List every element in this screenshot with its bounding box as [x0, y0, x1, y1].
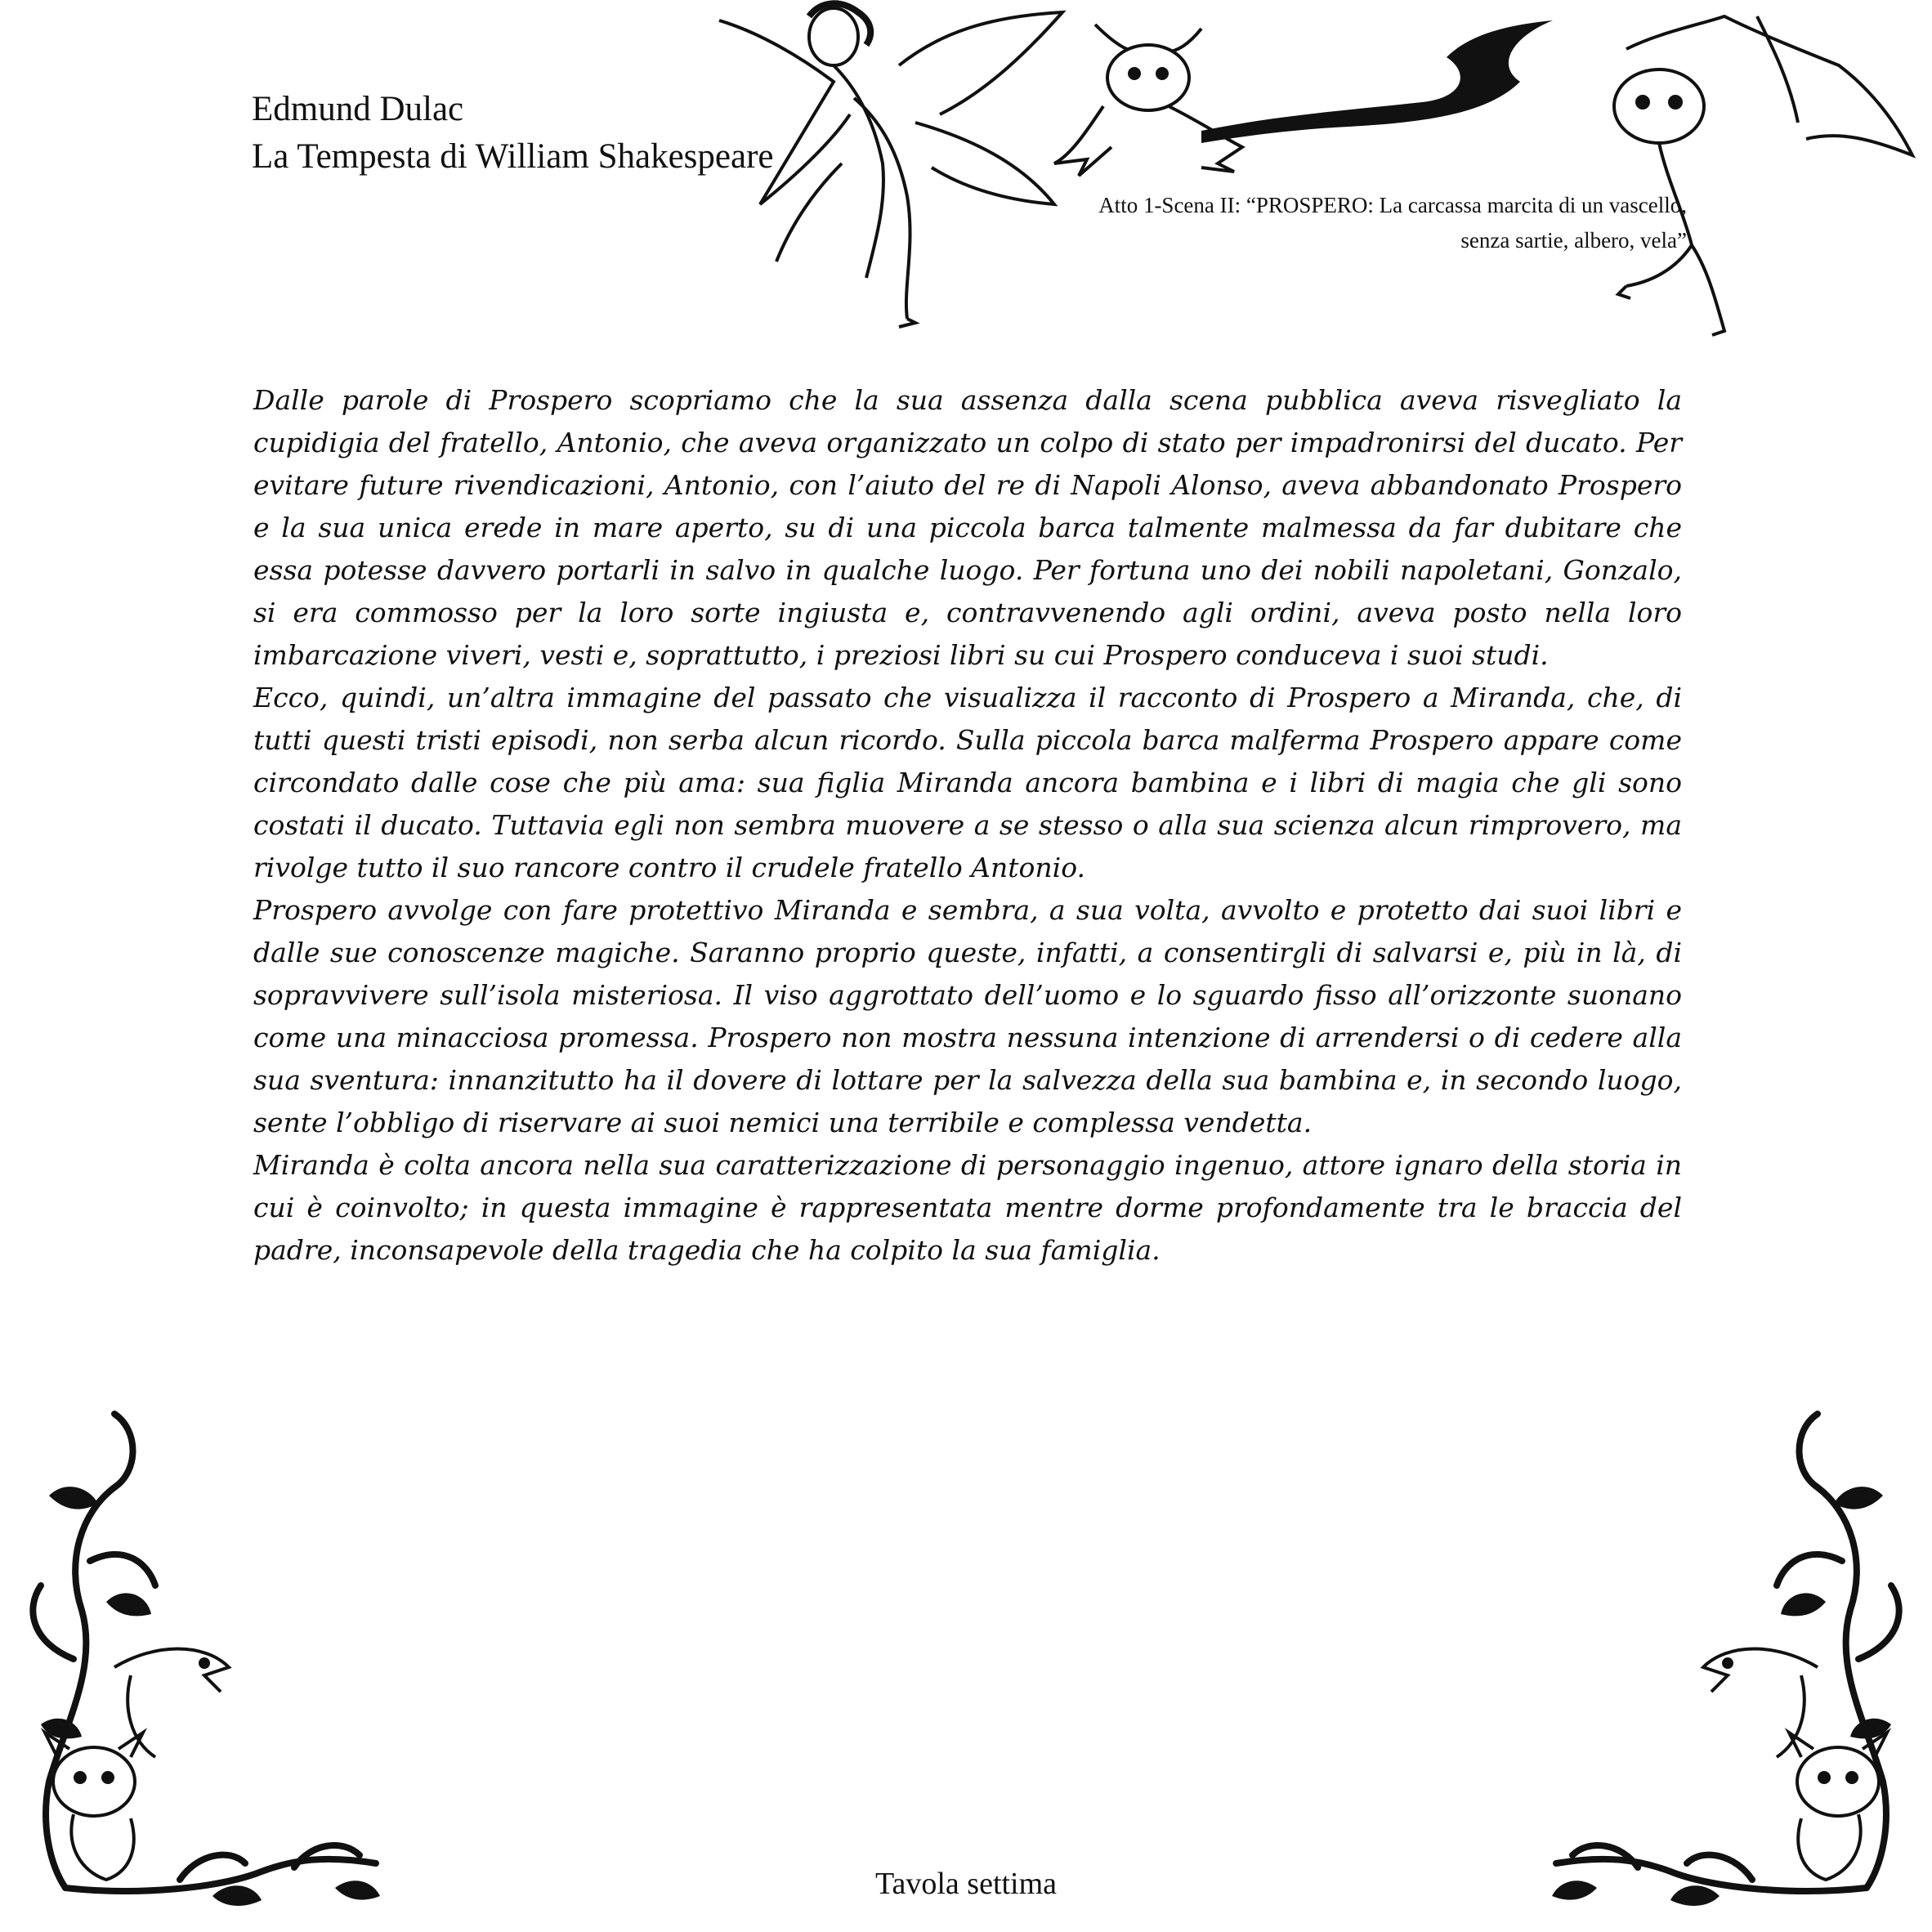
fairy-illustration — [719, 3, 1062, 327]
page-header — [252, 86, 775, 181]
body-text — [253, 379, 1682, 1272]
paragraph-3: Prospero avvolge con fare protettivo Miranda e sembra, a sua volta, avvolto e protetto dai suoi libri e dalle sue conoscenze magiche. Saranno proprio queste, infatti, a consentirgli di salvarsi e, più in là, di sopravvivere sull’isola misteriosa. Il viso aggrottato dell’uomo e lo sguardo fisso all’orizzonte suonano come una minacciosa promessa. Prospero non mostra nessuna intenzione di arrendersi o di cedere alla sua sventura: innanzitutto ha il dovere di lottare per la salvezza della sua bambina e, in secondo luogo, sente l’obbligo di riservare ai suoi nemici una terribile e complessa vendetta. — [253, 894, 1682, 1138]
paragraph-2: Ecco, quindi, un’altra immagine del passato che visualizza il racconto di Prospero a Miranda, che, di tutti questi tristi episodi, non serba alcun ricordo. Sulla piccola barca malferma Prospero appare come circondato dalle cose che più ama: sua figlia Miranda ancora bambina e i libri di magia che gli sono costati il ducato. Tuttavia egli non sembra muovere a se stesso o alla sua scienza alcun rimprovero, ma rivolge tutto il suo rancore contro il crudele fratello Antonio. — [253, 682, 1682, 883]
top-illustration — [711, 0, 1929, 343]
bat-creature-illustration — [1614, 16, 1912, 335]
bottom-left-ornament — [16, 1398, 384, 1921]
author-name: Edmund Dulac — [252, 90, 464, 128]
bottom-right-ornament — [1548, 1398, 1916, 1921]
plate-number: Tavola settima — [874, 1867, 1058, 1901]
tail-illustration — [1201, 20, 1553, 143]
paragraph-1: Dalle parole di Prospero scopriamo che la sua assenza dalla scena pubblica aveva risvegliato la cupidigia del fratello, Antonio, che aveva organizzato un colpo di stato per impadronirsi del ducato. Per evitare future rivendicazioni, Antonio, con l’aiuto del re di Napoli Alonso, aveva abbandonato Prospero e la sua unica erede in mare aperto, su di una piccola barca talmente malmessa da far dubitare che essa potesse davvero portarli in salvo in qualche luogo. Per fortuna uno dei nobili napoletani, Gonzalo, si era commosso per la loro sorte ingiusta e, contravvenendo agli ordini, aveva posto nella loro imbarcazione viveri, vesti e, soprattutto, i preziosi libri su cui Prospero conduceva i suoi studi. — [253, 384, 1682, 671]
work-title: La Tempesta di William Shakespeare — [252, 137, 774, 176]
caption-line-2: senza sartie, albero, vela” — [1460, 228, 1687, 253]
goblin-illustration — [1054, 25, 1242, 176]
plate-caption — [1098, 188, 1687, 258]
caption-line-1: Atto 1-Scena II: “PROSPERO: La carcassa marcita di un vascello, — [1098, 193, 1687, 217]
paragraph-4: Miranda è colta ancora nella sua caratterizzazione di personaggio ingenuo, attore ignaro della storia in cui è coinvolto; in questa immagine è rappresentata mentre dorme profondamente tra le braccia del padre, inconsapevole della tragedia che ha colpito la sua famiglia. — [253, 1149, 1682, 1266]
